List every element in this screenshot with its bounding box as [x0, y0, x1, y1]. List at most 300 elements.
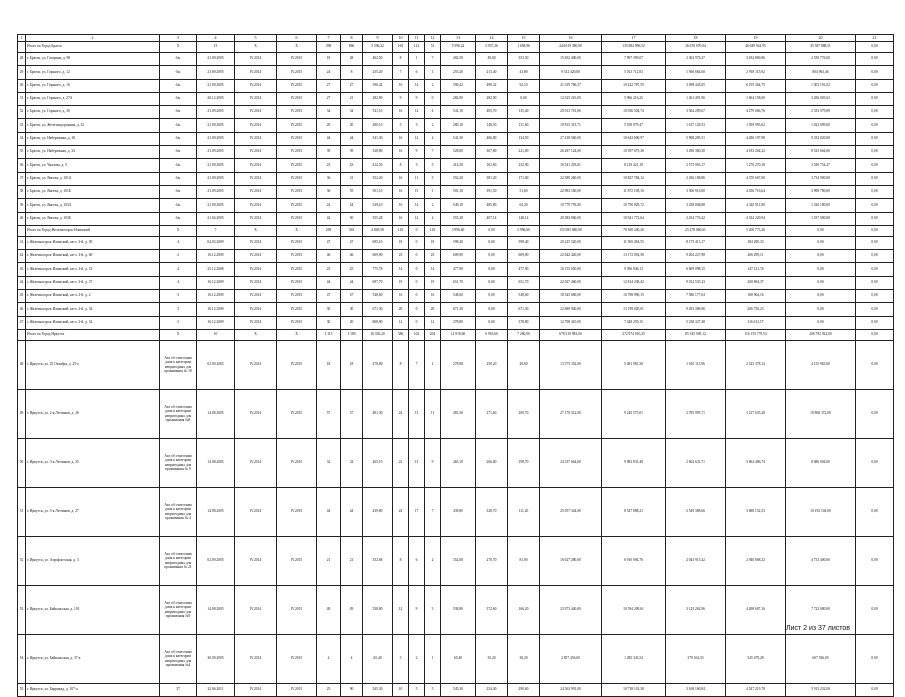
- table-cell: 25 278 060,61: [666, 225, 726, 236]
- table-row: [18, 340, 894, 389]
- table-cell: 44: [341, 487, 363, 536]
- table-cell: 7: [393, 66, 409, 79]
- document-cell: б/н: [160, 159, 197, 172]
- table-cell: 250,20: [476, 340, 508, 389]
- table-cell: 51: [425, 42, 441, 53]
- table-cell: 1: [425, 185, 441, 198]
- register-table: [17, 34, 894, 697]
- table-cell: 20: [341, 119, 363, 132]
- address-cell: г. Иркутск, ул. 25 Октября, д. 25-а: [26, 340, 160, 389]
- table-cell: 92,10: [508, 79, 540, 92]
- table-cell: 39: [18, 199, 26, 212]
- table-cell: 481,30: [441, 389, 476, 438]
- table-cell: 280,10: [441, 119, 476, 132]
- column-number: 6: [277, 35, 317, 42]
- table-cell: 25: [341, 263, 363, 276]
- table-cell: 10 941 772,64: [602, 212, 666, 225]
- table-cell: 4: [425, 132, 441, 145]
- table-cell: X: [235, 225, 277, 236]
- table-cell: 609,90: [363, 250, 393, 263]
- table-cell: 44: [341, 132, 363, 145]
- table-cell: 198,70: [508, 438, 540, 487]
- table-cell: 51: [18, 487, 26, 536]
- table-cell: 2 604 631,71: [666, 438, 726, 487]
- table-cell: [18, 42, 26, 53]
- table-cell: 4 334 220,94: [726, 212, 786, 225]
- table-cell: 29: [18, 66, 26, 79]
- table-cell: 9: [409, 146, 425, 159]
- table-cell: 206 750,23: [726, 303, 786, 316]
- table-cell: 16: [425, 290, 441, 303]
- table-cell: 53: [18, 585, 26, 634]
- column-number: 19: [726, 35, 786, 42]
- table-cell: 2: [409, 634, 425, 683]
- table-cell: 4 183 264,32: [726, 146, 786, 159]
- table-cell: 0,00: [476, 303, 508, 316]
- table-cell: 9 396 846,13: [602, 263, 666, 276]
- table-cell: 206 792 922,00: [786, 329, 856, 340]
- table-cell: 10 868 372,00: [786, 389, 856, 438]
- table-row: [18, 263, 894, 276]
- table-cell: 52: [18, 536, 26, 585]
- table-cell: 17: [409, 487, 425, 536]
- table-cell: IV.2014: [235, 172, 277, 185]
- table-cell: 352,68: [363, 536, 393, 585]
- table-cell: 8 547 888,21: [602, 487, 666, 536]
- table-cell: 3 996,60: [441, 225, 476, 236]
- table-cell: IV.2014: [235, 146, 277, 159]
- table-cell: IV.2015: [277, 106, 317, 119]
- table-cell: 266,00: [476, 438, 508, 487]
- table-cell: 21.09.2005: [197, 159, 235, 172]
- table-cell: 40: [18, 212, 26, 225]
- document-cell: Акт об отнесении дома к категории непригодных для проживания № 18: [160, 340, 197, 389]
- table-cell: 0,00: [856, 250, 894, 263]
- table-cell: 541,30: [441, 132, 476, 145]
- table-cell: 22 389 260,00: [540, 172, 602, 185]
- document-cell: Акт об отнесении дома к категории непригодных для проживания № 21: [160, 536, 197, 585]
- table-cell: 165: [393, 42, 409, 53]
- address-cell: г. Братск, ул. Янгеля, д. 103А: [26, 199, 160, 212]
- table-cell: 1 023 099,00: [786, 119, 856, 132]
- table-cell: 10 790 829,72: [602, 199, 666, 212]
- table-cell: 12 918,60: [441, 329, 476, 340]
- table-row: [18, 316, 894, 329]
- table-cell: 548,60: [508, 290, 540, 303]
- table-cell: 0,00: [786, 250, 856, 263]
- table-cell: 0: [409, 250, 425, 263]
- address-cell: г. Братск, ул. Набережная, д. 18: [26, 132, 160, 145]
- table-cell: 16 336,20: [363, 329, 393, 340]
- column-number: 9: [363, 35, 393, 42]
- table-cell: 36: [317, 172, 341, 185]
- table-cell: 545,30: [441, 683, 476, 696]
- table-cell: 47: [317, 236, 341, 249]
- document-cell: 4: [160, 276, 197, 289]
- table-cell: 5 596,22: [363, 42, 393, 53]
- table-cell: 02.09.2005: [197, 340, 235, 389]
- table-cell: IV.2015: [277, 159, 317, 172]
- table-cell: 81,90: [508, 536, 540, 585]
- table-cell: 11 872 108,16: [602, 185, 666, 198]
- table-cell: 35: [18, 146, 26, 159]
- document-cell: 3: [160, 290, 197, 303]
- address-cell: г. Иркутск, ул. Баррикад, д. 107-а: [26, 683, 160, 696]
- table-cell: 2: [425, 199, 441, 212]
- table-cell: 0: [409, 225, 425, 236]
- table-cell: 0,00: [856, 119, 894, 132]
- table-cell: 538,80: [363, 585, 393, 634]
- table-cell: 372,60: [476, 585, 508, 634]
- table-cell: 32: [341, 438, 363, 487]
- table-cell: 501,10: [441, 185, 476, 198]
- table-cell: 12 798 410,00: [540, 316, 602, 329]
- table-cell: 166,20: [508, 585, 540, 634]
- table-cell: 16.12.2009: [197, 290, 235, 303]
- table-cell: 1: [409, 53, 425, 66]
- table-cell: 30: [317, 316, 341, 329]
- table-cell: 0,00: [856, 66, 894, 79]
- table-cell: 8: [393, 536, 409, 585]
- table-cell: 23: [425, 250, 441, 263]
- table-cell: 398: [317, 42, 341, 53]
- table-cell: IV.2015: [277, 276, 317, 289]
- table-cell: 10 397 675,38: [602, 146, 666, 159]
- table-row: [18, 119, 894, 132]
- table-cell: 18: [393, 236, 409, 249]
- table-cell: 21.09.2005: [197, 66, 235, 79]
- table-cell: 3 364 209,67: [666, 106, 726, 119]
- table-cell: 9 083 831,48: [602, 438, 666, 487]
- table-cell: IV.2015: [277, 487, 317, 536]
- table-row: [18, 389, 894, 438]
- table-cell: 609,90: [508, 250, 540, 263]
- table-cell: IV.2014: [235, 236, 277, 249]
- address-cell: г. Иркутск, ул. Байкальская, д. 101: [26, 585, 160, 634]
- table-cell: 8: [393, 159, 409, 172]
- table-cell: 16 541 293,01: [540, 159, 602, 172]
- table-cell: 20 013 761,06: [540, 106, 602, 119]
- table-cell: 607 536,00: [786, 634, 856, 683]
- table-cell: 9: [409, 585, 425, 634]
- table-cell: 1 261 491,96: [666, 92, 726, 105]
- table-cell: 3 438 808,88: [666, 199, 726, 212]
- table-cell: IV.2015: [277, 250, 317, 263]
- table-cell: 254,40: [476, 683, 508, 696]
- subtotal-row: [18, 225, 894, 236]
- table-cell: 4 498 687,16: [726, 585, 786, 634]
- table-cell: IV.2014: [235, 290, 277, 303]
- subtotal-row: [18, 329, 894, 340]
- column-number: 5: [235, 35, 277, 42]
- table-cell: 7 586 177,04: [666, 290, 726, 303]
- table-cell: 16: [393, 146, 409, 159]
- document-cell: 3: [160, 316, 197, 329]
- table-cell: 18 545 680,00: [540, 290, 602, 303]
- table-cell: 16.12.2009: [197, 316, 235, 329]
- table-cell: 9 283 386,96: [666, 303, 726, 316]
- table-cell: 541,30: [363, 132, 393, 145]
- table-cell: 5 966 216,25: [602, 92, 666, 105]
- table-cell: IV.2014: [235, 276, 277, 289]
- table-cell: IV.2015: [277, 585, 317, 634]
- table-row: [18, 634, 894, 683]
- table-cell: 1: [425, 66, 441, 79]
- table-cell: 5 109 979,47: [602, 119, 666, 132]
- table-cell: 0,00: [856, 42, 894, 53]
- table-cell: 16 627 280,00: [540, 536, 602, 585]
- table-row: [18, 303, 894, 316]
- table-cell: 7 722 080,00: [786, 585, 856, 634]
- table-cell: 2: [425, 79, 441, 92]
- table-cell: 678 319 983,00: [540, 329, 602, 340]
- table-cell: 14: [393, 263, 409, 276]
- table-cell: 2 333 979,89: [786, 106, 856, 119]
- table-cell: 3 168 160,84: [666, 683, 726, 696]
- table-cell: IV.2014: [235, 199, 277, 212]
- table-cell: 671,30: [508, 303, 540, 316]
- table-cell: 290,60: [508, 683, 540, 696]
- table-cell: 32: [18, 106, 26, 119]
- table-cell: 36: [317, 185, 341, 198]
- table-cell: 41: [18, 236, 26, 249]
- table-cell: 6 609 098,15: [666, 263, 726, 276]
- table-cell: 37: [18, 172, 26, 185]
- table-cell: 20 383 060,00: [540, 212, 602, 225]
- table-cell: 27 418 560,00: [540, 132, 602, 145]
- table-cell: IV.2015: [277, 536, 317, 585]
- table-cell: 4 370 667,00: [726, 172, 786, 185]
- table-cell: 18: [425, 236, 441, 249]
- table-cell: 16 155 650,00: [540, 263, 602, 276]
- table-cell: [18, 329, 26, 340]
- table-cell: 548,60: [441, 290, 476, 303]
- table-cell: IV.2015: [277, 683, 317, 696]
- table-cell: 21.09.2005: [197, 106, 235, 119]
- table-cell: 5: [425, 683, 441, 696]
- table-cell: 269: [317, 225, 341, 236]
- table-cell: IV.2015: [277, 66, 317, 79]
- address-cell: г. Иркутск, ул. 3-я Летчиков, д. 27: [26, 487, 160, 536]
- table-cell: IV.2014: [235, 389, 277, 438]
- table-cell: 41,80: [508, 66, 540, 79]
- table-cell: 48: [18, 340, 26, 389]
- table-cell: IV.2014: [235, 106, 277, 119]
- table-cell: 2: [425, 536, 441, 585]
- table-cell: IV.2014: [235, 119, 277, 132]
- table-cell: 42: [18, 250, 26, 263]
- column-number: 12: [425, 35, 441, 42]
- table-cell: IV.2014: [235, 79, 277, 92]
- table-cell: 541,10: [363, 106, 393, 119]
- document-cell: X: [160, 42, 197, 53]
- table-cell: 477,90: [441, 263, 476, 276]
- table-cell: 4 849,58: [363, 225, 393, 236]
- table-cell: 282,90: [363, 92, 393, 105]
- address-cell: г. Железногорск-Илимский, кв-л. 3-й, д. 39: [26, 236, 160, 249]
- table-cell: 378,80: [441, 316, 476, 329]
- column-number: 20: [786, 35, 856, 42]
- table-cell: 0,00: [476, 316, 508, 329]
- table-cell: 23: [341, 159, 363, 172]
- column-number: 8: [341, 35, 363, 42]
- table-cell: IV.2014: [235, 212, 277, 225]
- document-cell: X: [160, 329, 197, 340]
- table-cell: 27: [341, 79, 363, 92]
- table-row: [18, 250, 894, 263]
- document-cell: X: [160, 225, 197, 236]
- table-cell: [18, 225, 26, 236]
- document-cell: б/н: [160, 199, 197, 212]
- table-cell: 775,78: [363, 263, 393, 276]
- document-cell: б/н: [160, 146, 197, 159]
- table-cell: 5 200 773,26: [726, 225, 786, 236]
- table-cell: IV.2015: [277, 389, 317, 438]
- table-cell: 16: [393, 79, 409, 92]
- table-row: [18, 172, 894, 185]
- table-cell: 1 320 180,00: [786, 199, 856, 212]
- table-cell: 414,50: [363, 159, 393, 172]
- table-cell: 213,40: [476, 66, 508, 79]
- table-cell: 282,90: [441, 92, 476, 105]
- table-cell: 20: [317, 119, 341, 132]
- address-cell: г. Иркутск, ул. Байкальская, д. 37-а: [26, 634, 160, 683]
- table-cell: 27: [317, 79, 341, 92]
- address-cell: г. Братск, ул. Янгеля, д. 101А: [26, 172, 160, 185]
- table-cell: 363: [341, 225, 363, 236]
- table-cell: 3 434 776,42: [666, 212, 726, 225]
- table-cell: 381,20: [476, 172, 508, 185]
- table-cell: 0,00: [856, 79, 894, 92]
- table-cell: 161,60: [476, 159, 508, 172]
- table-cell: 4 547 219,78: [726, 683, 786, 696]
- table-cell: 10 192 104,00: [786, 487, 856, 536]
- table-cell: 3: [393, 634, 409, 683]
- table-cell: 386: [393, 329, 409, 340]
- table-cell: 1 658,96: [508, 42, 540, 53]
- document-cell: 2: [160, 250, 197, 263]
- table-cell: 171,00: [508, 172, 540, 185]
- table-cell: 352,68: [441, 536, 476, 585]
- table-cell: 4: [341, 634, 363, 683]
- table-cell: 31: [341, 172, 363, 185]
- document-cell: б/н: [160, 92, 197, 105]
- table-cell: IV.2015: [277, 172, 317, 185]
- table-cell: 6: [409, 536, 425, 585]
- table-cell: 439,80: [441, 487, 476, 536]
- table-cell: 21.09.2005: [197, 172, 235, 185]
- address-cell: г. Братск, ул. Горького, д. 16: [26, 79, 160, 92]
- table-cell: 0,00: [856, 212, 894, 225]
- table-cell: 10 827 784,12: [602, 172, 666, 185]
- table-cell: 18: [341, 340, 363, 389]
- table-cell: 44: [317, 276, 341, 289]
- table-cell: 24: [341, 199, 363, 212]
- table-cell: 307,80: [476, 146, 508, 159]
- table-cell: 481,30: [363, 389, 393, 438]
- table-cell: 498,32: [476, 79, 508, 92]
- table-cell: 65,40: [441, 634, 476, 683]
- address-cell: г. Иркутск, ул. 3-я Летчиков, д. 25: [26, 438, 160, 487]
- table-cell: 4 345 911,80: [726, 199, 786, 212]
- table-cell: 13 575 352,00: [540, 340, 602, 389]
- table-cell: 0,00: [476, 290, 508, 303]
- table-cell: 0,00: [786, 290, 856, 303]
- table-cell: 46 649 924,95: [726, 42, 786, 53]
- column-number: 3: [160, 35, 197, 42]
- table-cell: 4 456 716,64: [726, 185, 786, 198]
- table-cell: 10 594 209,61: [602, 585, 666, 634]
- table-cell: IV.2015: [277, 263, 317, 276]
- table-cell: 0,00: [786, 263, 856, 276]
- table-cell: 20 225 520,00: [540, 236, 602, 249]
- table-cell: 0,00: [786, 303, 856, 316]
- table-cell: 6 910 094,76: [602, 536, 666, 585]
- address-cell: Итого по Город Железногорск-Илимский: [26, 225, 160, 236]
- table-cell: IV.2014: [235, 185, 277, 198]
- document-cell: б/н: [160, 212, 197, 225]
- address-cell: г. Братск, ул. Набережная, д. 34: [26, 146, 160, 159]
- table-row: [18, 185, 894, 198]
- table-row: [18, 487, 894, 536]
- table-cell: 1 303 191,02: [786, 79, 856, 92]
- table-cell: 148,14: [508, 212, 540, 225]
- table-cell: 25: [317, 263, 341, 276]
- table-cell: 0,00: [786, 316, 856, 329]
- table-cell: 0,00: [856, 536, 894, 585]
- table-cell: 30: [18, 79, 26, 92]
- table-cell: 651,70: [508, 276, 540, 289]
- table-cell: 14: [409, 199, 425, 212]
- table-cell: 3: [409, 159, 425, 172]
- table-cell: 3 456 003,63: [786, 92, 856, 105]
- table-cell: 0,00: [508, 92, 540, 105]
- table-cell: 8 686 004,00: [786, 438, 856, 487]
- table-cell: 46: [317, 250, 341, 263]
- table-cell: 155 085 080,00: [540, 225, 602, 236]
- table-cell: 2 549 388,66: [666, 487, 726, 536]
- table-cell: 406,80: [476, 132, 508, 145]
- table-cell: 24: [393, 487, 409, 536]
- table-cell: IV.2015: [277, 290, 317, 303]
- table-cell: IV.2015: [277, 146, 317, 159]
- column-number: 15: [508, 35, 540, 42]
- table-cell: 04.03.2009: [197, 236, 235, 249]
- column-number: 21: [856, 35, 894, 42]
- table-cell: 200 694,37: [726, 276, 786, 289]
- table-cell: 45 387 888,51: [786, 42, 856, 53]
- table-cell: 12: [409, 212, 425, 225]
- table-cell: 353,50: [508, 53, 540, 66]
- table-cell: 0: [409, 290, 425, 303]
- subtotal-row: [18, 42, 894, 53]
- table-cell: 271,60: [476, 389, 508, 438]
- table-cell: 20: [425, 303, 441, 316]
- table-cell: 1 537 900,00: [786, 212, 856, 225]
- table-cell: 0,00: [856, 53, 894, 66]
- table-cell: 28: [18, 53, 26, 66]
- table-cell: IV.2015: [277, 92, 317, 105]
- table-cell: 19: [393, 276, 409, 289]
- table-cell: 21.09.2005: [197, 185, 235, 198]
- table-cell: 3 549 754,27: [786, 159, 856, 172]
- table-cell: 528,80: [441, 146, 476, 159]
- table-cell: 549,10: [363, 199, 393, 212]
- table-cell: 102: [409, 329, 425, 340]
- table-cell: 1: [425, 634, 441, 683]
- address-cell: г. Братск, ул. Янгеля, д. 103Б: [26, 212, 160, 225]
- table-cell: 8 175 413,17: [666, 236, 726, 249]
